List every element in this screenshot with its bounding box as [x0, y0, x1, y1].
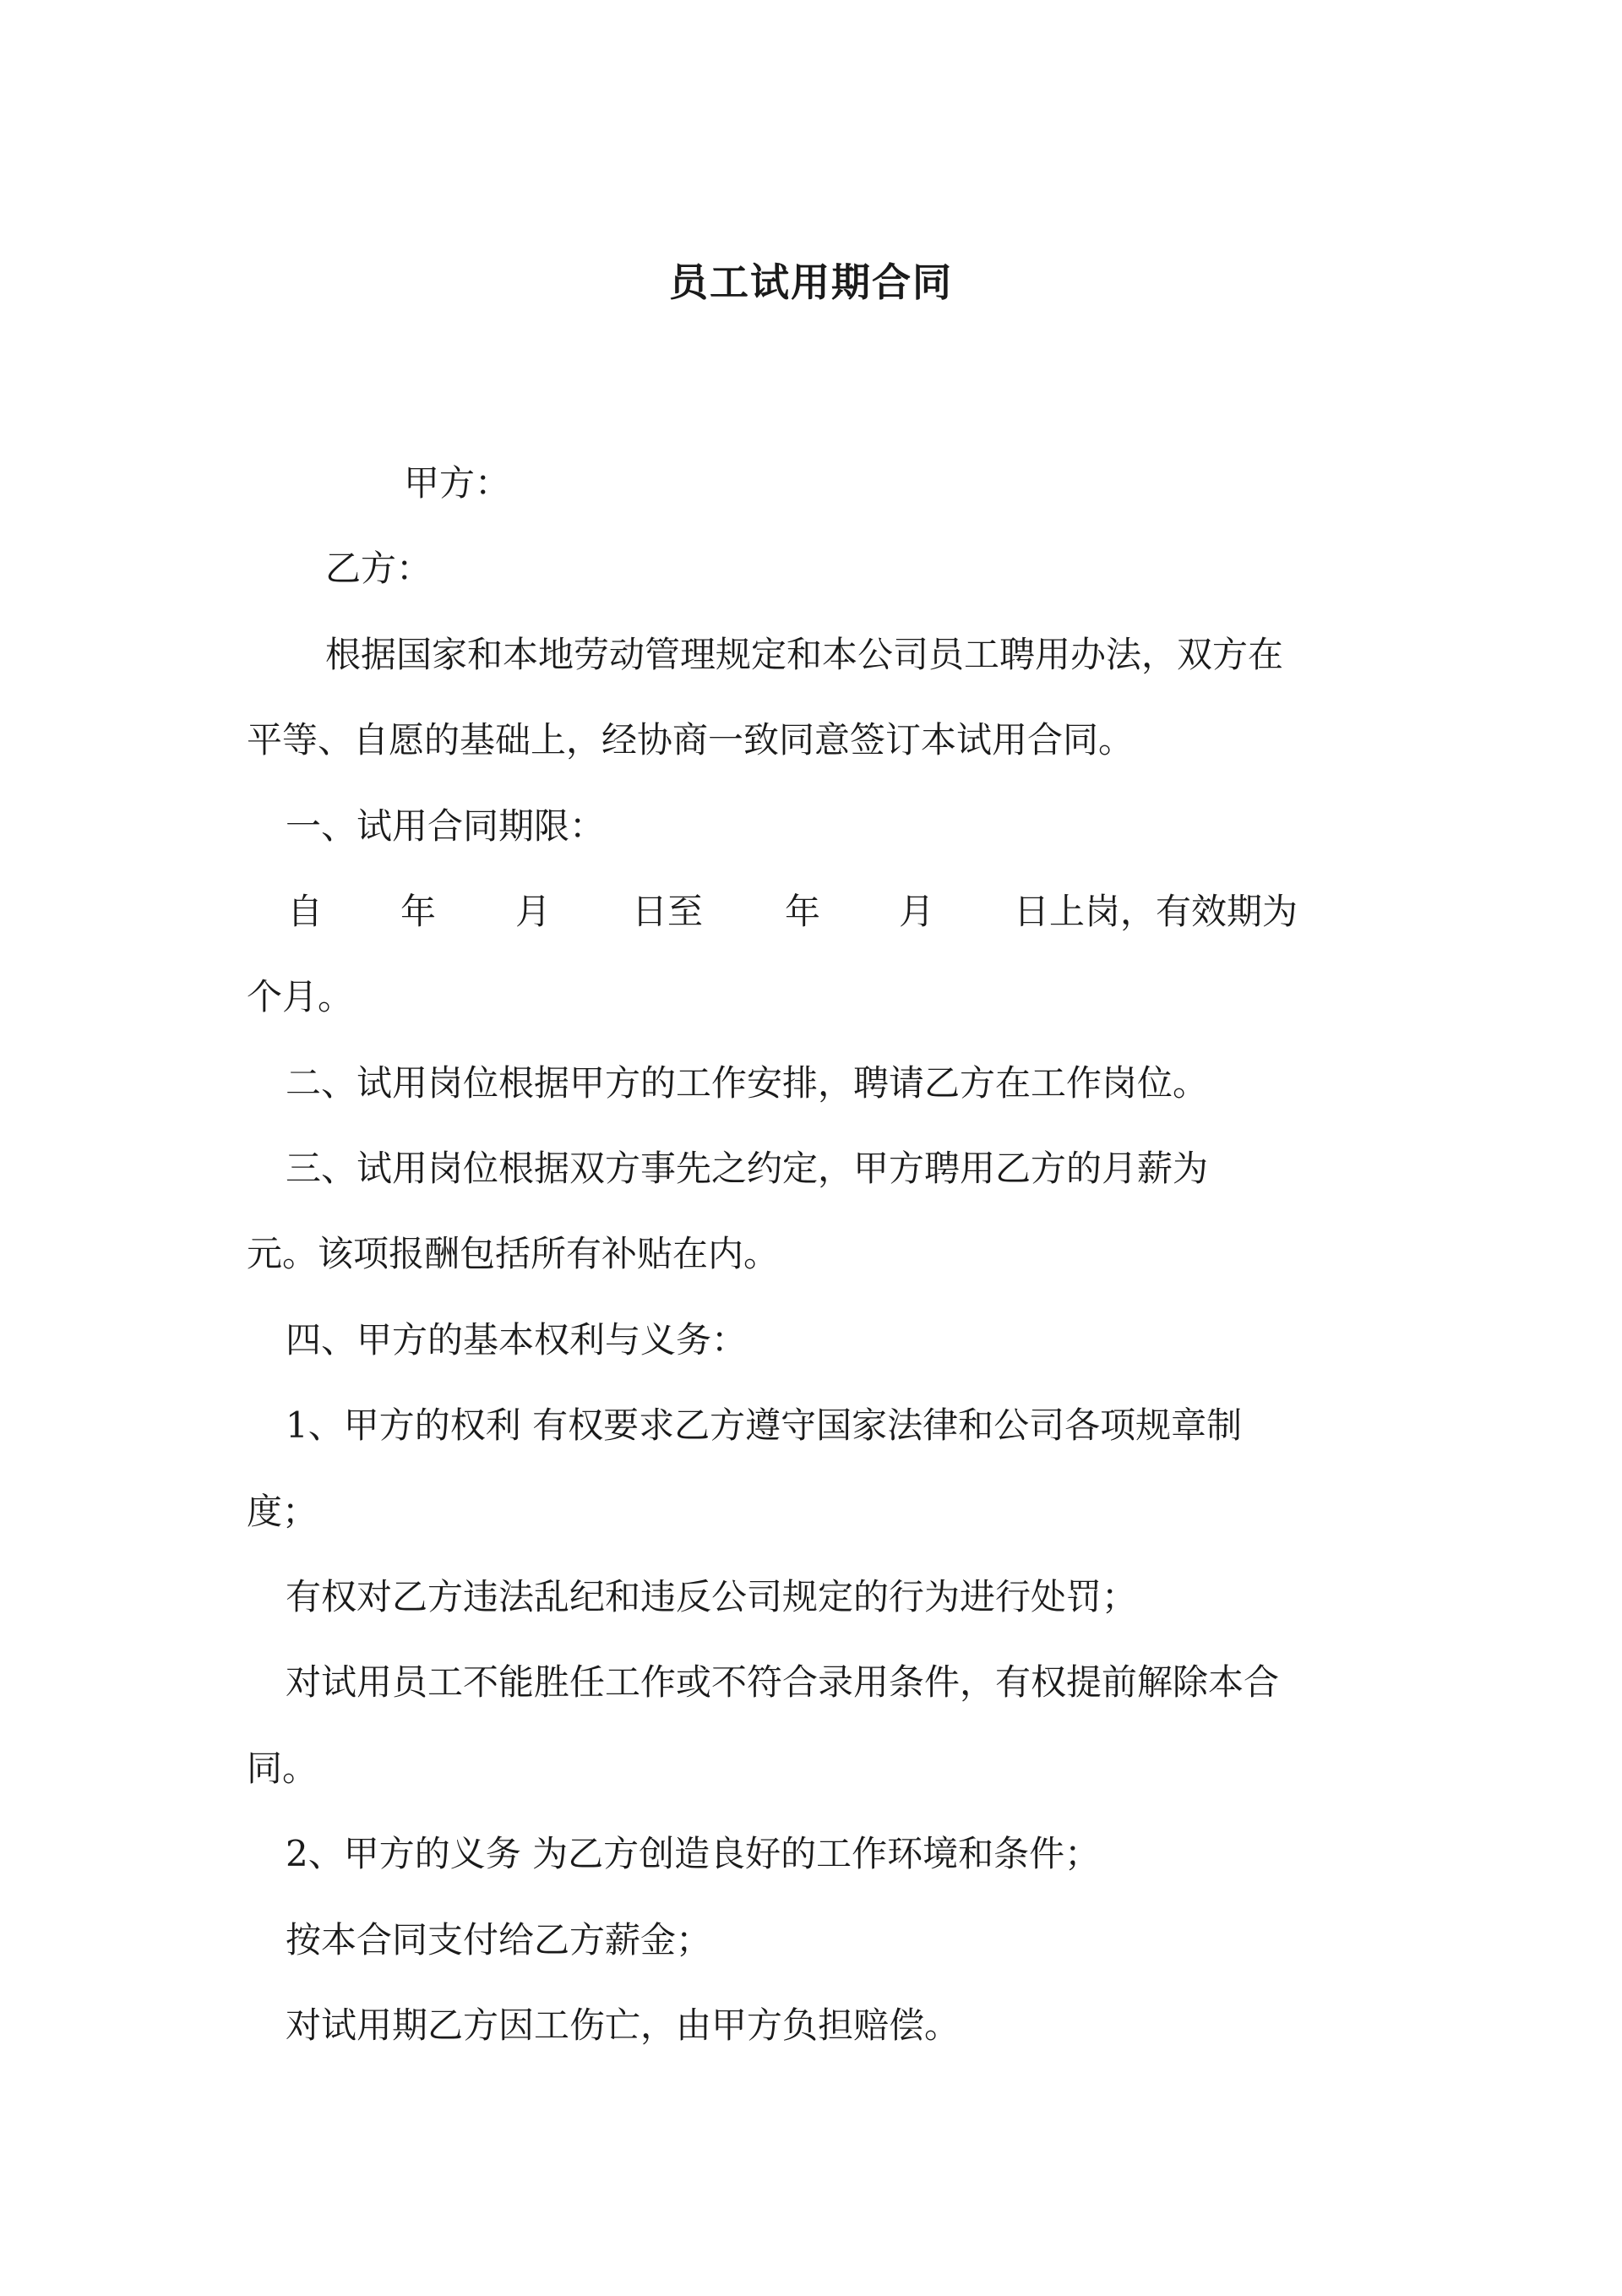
- intro-paragraph-line-1: 根据国家和本地劳动管理规定和本公司员工聘用办法，双方在: [325, 634, 1284, 675]
- rights-item-2: 有权对乙方违法乱纪和违反公司规定的行为进行处罚；: [286, 1576, 1138, 1617]
- date-word-day-start: 日至: [632, 891, 704, 932]
- party-b-label: 乙方：: [325, 548, 433, 589]
- date-word-month-end: 月: [899, 891, 935, 932]
- rights-item-3-continuation: 同。: [247, 1748, 318, 1789]
- section-2-text: 二、试用岗位根据甲方的工作安排，聘请乙方在工作岗位。: [286, 1062, 1209, 1104]
- date-word-month-start: 月: [515, 891, 552, 932]
- section-1-date-line: [0, 888, 1622, 935]
- document-title: 员工试用期合同: [669, 259, 953, 305]
- section-1-continuation: 个月。: [247, 976, 354, 1017]
- rights-item-1: 1、甲方的权利 有权要求乙方遵守国家法律和公司各项规章制: [286, 1404, 1243, 1446]
- duties-item-2: 按本合同支付给乙方薪金；: [286, 1919, 712, 1961]
- duties-item-3: 对试用期乙方因工伤亡，由甲方负担赔偿。: [286, 2004, 961, 2046]
- section-1-heading: 一、试用合同期限：: [286, 805, 606, 847]
- section-3-line-2: 元。该项报酬包括所有补贴在内。: [247, 1233, 780, 1274]
- section-4-heading: 四、甲方的基本权利与义务：: [286, 1319, 748, 1361]
- duties-item-1: 2、甲方的义务 为乙方创造良好的工作环境和条件；: [286, 1833, 1101, 1874]
- rights-item-3: 对试用员工不能胜任工作或不符合录用条件，有权提前解除本合: [286, 1661, 1280, 1703]
- date-word-day-end: 日上岗，有效期为: [1014, 891, 1298, 932]
- date-word-from: 自: [287, 891, 324, 932]
- intro-paragraph-line-2: 平等、自愿的基础上，经协商一致同意签订本试用合同。: [247, 719, 1135, 761]
- date-word-year-end: 年: [785, 891, 821, 932]
- rights-item-1-continuation: 度；: [247, 1491, 318, 1532]
- section-3-line-1: 三、试用岗位根据双方事先之约定，甲方聘用乙方的月薪为: [286, 1148, 1209, 1189]
- party-a-label: 甲方：: [404, 462, 511, 504]
- date-word-year-start: 年: [400, 891, 437, 932]
